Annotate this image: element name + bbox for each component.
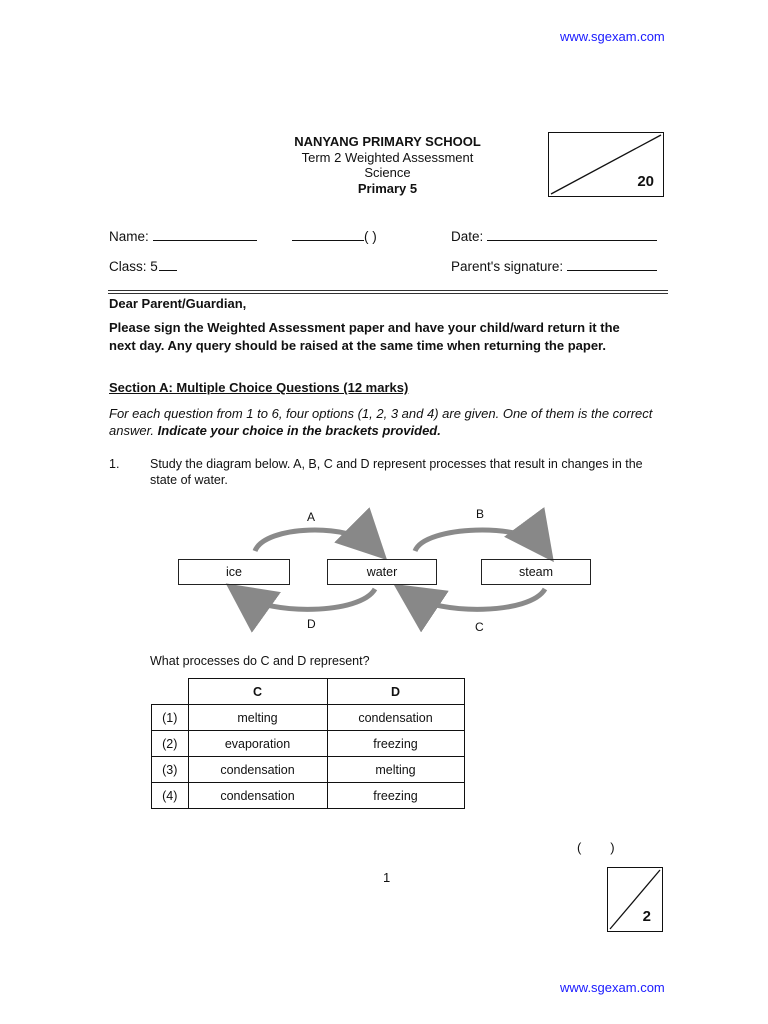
option-d: freezing [327,731,464,757]
state-steam-label: steam [518,565,554,579]
level-title: Primary 5 [357,180,418,196]
table-row [152,705,465,731]
process-label-c: C [475,620,484,634]
state-box-water [327,559,437,585]
name-blank[interactable] [153,239,257,241]
option-d: freezing [327,783,464,809]
table-row [152,757,465,783]
signature-label: Parent's signature: [451,259,564,274]
option-c: condensation [188,783,327,809]
total-marks: 20 [637,173,654,190]
option-d: melting [327,757,464,783]
table-row [152,783,465,809]
header-c: C [188,679,327,705]
divider-bottom [108,293,668,294]
arrow-d [242,589,375,609]
name-field[interactable] [109,229,257,244]
index-field[interactable] [292,229,377,244]
arrow-a [255,530,373,551]
state-box-ice [178,559,290,585]
table-corner [152,679,189,705]
date-field[interactable] [451,229,657,244]
option-c: condensation [188,757,327,783]
answer-brackets[interactable]: ( ) [577,840,615,855]
total-score-box [548,132,664,197]
options-table [151,678,465,809]
process-label-a: A [307,510,316,524]
name-label: Name: [109,229,149,244]
section-a-instructions [109,405,669,439]
question-number: 1. [109,457,120,471]
page-number: 1 [383,870,391,885]
date-blank[interactable] [487,239,657,241]
page-marks-diagonal [608,868,662,931]
option-c: melting [188,705,327,731]
page-marks: 2 [642,908,651,925]
section-a-title: Section A: Multiple Choice Questions (12 marks) [109,380,409,395]
option-d: condensation [327,705,464,731]
state-box-steam [481,559,591,585]
process-label-d: D [307,617,316,631]
option-c: evaporation [188,731,327,757]
website-link-top[interactable]: www.sgexam.com [560,29,665,44]
option-number: (1) [152,705,189,731]
header-d: D [327,679,464,705]
question-prompt: What processes do C and D represent? [150,654,370,668]
table-header-row [152,679,465,705]
water-state-diagram [170,505,600,637]
state-water-label: water [366,565,398,579]
subject-title: Science [364,165,411,180]
letter-body: Please sign the Weighted Assessment paper and have your child/ward return it the next day. Any query should be raised at the same time when returning the paper. [109,320,620,353]
class-label: Class: 5 [109,259,158,274]
question-text: Study the diagram below. A, B, C and D represent processes that result in changes in the state of water. [150,457,643,487]
index-blank[interactable] [292,239,364,241]
option-number: (4) [152,783,189,809]
letter-greeting: Dear Parent/Guardian, [109,296,247,311]
class-field[interactable] [109,259,177,274]
assessment-title: Term 2 Weighted Assessment [301,149,474,165]
instruction-text: For each question from 1 to 6, four options (1, 2, 3 and 4) are given. One of them is the correct answer. [109,406,653,438]
table-row [152,731,465,757]
website-link-bottom[interactable]: www.sgexam.com [560,980,665,995]
state-ice-label: ice [226,565,242,579]
instruction-emphasis: Indicate your choice in the brackets provided. [157,423,441,438]
school-name: NANYANG PRIMARY SCHOOL [294,134,481,149]
process-label-b: B [476,507,485,521]
index-brackets: ( ) [364,229,377,244]
signature-blank[interactable] [567,269,657,271]
signature-field[interactable] [451,259,657,274]
arrow-b [415,530,542,551]
option-number: (3) [152,757,189,783]
divider-top [108,290,668,291]
arrow-c [410,589,545,609]
class-blank[interactable] [159,269,177,271]
page-marks-box [607,867,663,932]
option-number: (2) [152,731,189,757]
date-label: Date: [451,229,484,244]
